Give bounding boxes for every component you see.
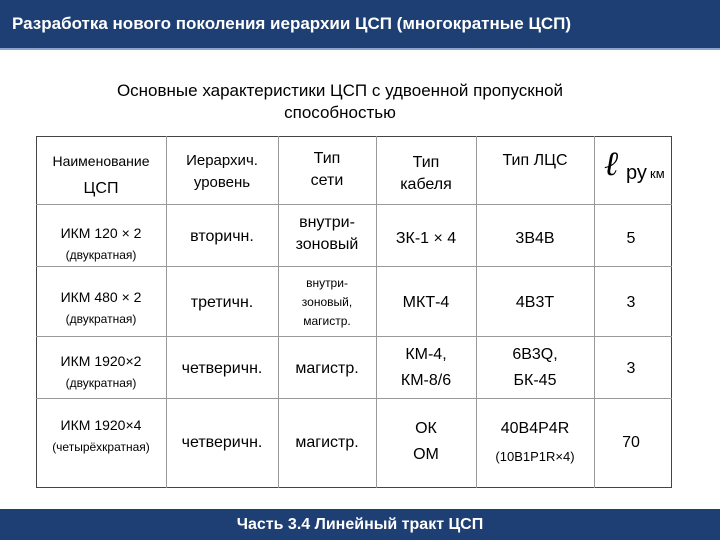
header-cable-line-1: Тип: [412, 154, 440, 171]
row-1-type: (двукратная): [65, 248, 137, 262]
row-4-code-line-2: (10В1Р1R×4): [495, 449, 575, 464]
row-4-network: магистр.: [295, 434, 359, 451]
header-level-line-2: уровень: [193, 174, 251, 191]
row-2-type: (двукратная): [65, 312, 137, 326]
row-4-code-line-1: 40В4Р4R: [500, 420, 570, 437]
header-network-line-2: сети: [310, 172, 344, 189]
slide-footer: Часть 3.4 Линейный тракт ЦСП: [0, 509, 720, 540]
header-name-line-1: Наименование: [52, 153, 150, 169]
column-divider: [166, 136, 167, 488]
slide-title: Разработка нового поколения иерархии ЦСП (многократные ЦСП): [0, 0, 720, 48]
row-1-network-line-1: внутри-: [299, 214, 355, 231]
header-code: Тип ЛЦС: [502, 152, 568, 169]
row-3-cable-line-2: КМ-8/6: [400, 372, 452, 389]
row-3-level: четверичн.: [181, 360, 263, 377]
header-regeneration-length-symbol: [596, 140, 666, 200]
row-2-network: [280, 274, 374, 331]
row-2-name: ИКМ 480 × 2: [60, 289, 142, 305]
row-divider: [36, 266, 672, 267]
symbol-sub: ру: [626, 162, 647, 184]
symbol-unit: км: [650, 166, 665, 181]
table-row-4-name: [38, 414, 164, 458]
row-4-value: 70: [622, 434, 640, 451]
row-4-type: (четырёхкратная): [52, 440, 150, 454]
row-divider: [36, 336, 672, 337]
row-3-network: магистр.: [295, 360, 359, 377]
column-divider: [278, 136, 279, 488]
row-4-level: четверичн.: [181, 434, 263, 451]
row-1-network-line-2: зоновый: [295, 236, 359, 253]
row-4-code: [478, 418, 592, 468]
row-3-code: [478, 344, 592, 392]
row-2-cable: МКТ-4: [402, 294, 450, 311]
header-name: [38, 150, 164, 200]
row-3-cable-line-1: КМ-4,: [405, 346, 447, 363]
header-network: [280, 148, 374, 192]
row-3-code-line-1: 6В3Q,: [512, 346, 558, 363]
row-3-value: 3: [626, 360, 636, 377]
header-network-line-1: Тип: [313, 150, 341, 167]
table-row-2-name: [38, 286, 164, 330]
row-1-name: ИКМ 120 × 2: [60, 225, 142, 241]
table-row-1-name: [38, 222, 164, 266]
caption-line-2: способностью: [284, 103, 396, 122]
row-divider: [36, 204, 672, 205]
header-divider: [0, 48, 720, 50]
row-divider: [36, 398, 672, 399]
row-3-type: (двукратная): [65, 376, 137, 390]
row-2-code: 4В3Т: [515, 294, 555, 311]
row-4-cable: [378, 418, 474, 466]
row-2-network-line-3: магистр.: [303, 314, 351, 328]
row-4-name: ИКМ 1920×4: [60, 417, 142, 433]
row-2-network-line-1: внутри-: [306, 276, 348, 290]
column-divider: [476, 136, 477, 488]
row-3-name: ИКМ 1920×2: [60, 353, 142, 369]
row-2-network-line-2: зоновый,: [301, 295, 353, 309]
table-caption: [60, 80, 620, 124]
row-1-network: [280, 212, 374, 256]
row-2-level: третичн.: [190, 294, 254, 311]
row-2-value: 3: [626, 294, 636, 311]
row-3-code-line-2: БК-45: [513, 372, 557, 389]
row-3-cable: [378, 344, 474, 392]
header-level-line-1: Иерархич.: [186, 152, 258, 169]
header-cable-line-2: кабеля: [400, 176, 452, 193]
header-level: [168, 150, 276, 194]
row-1-code: 3В4В: [515, 230, 555, 247]
row-4-cable-line-1: ОК: [415, 420, 437, 437]
table-row-3-name: [38, 350, 164, 394]
header-cable: [378, 152, 474, 196]
row-1-level: вторичн.: [190, 228, 254, 245]
row-1-value: 5: [626, 230, 636, 247]
column-divider: [594, 136, 595, 488]
caption-line-1: Основные характеристики ЦСП с удвоенной пропускной: [116, 81, 564, 100]
header-name-line-2: ЦСП: [83, 180, 119, 197]
row-1-cable: ЗК-1 × 4: [395, 230, 457, 247]
symbol-main: ℓ: [604, 144, 619, 184]
column-divider: [376, 136, 377, 488]
row-4-cable-line-2: ОМ: [413, 446, 439, 463]
